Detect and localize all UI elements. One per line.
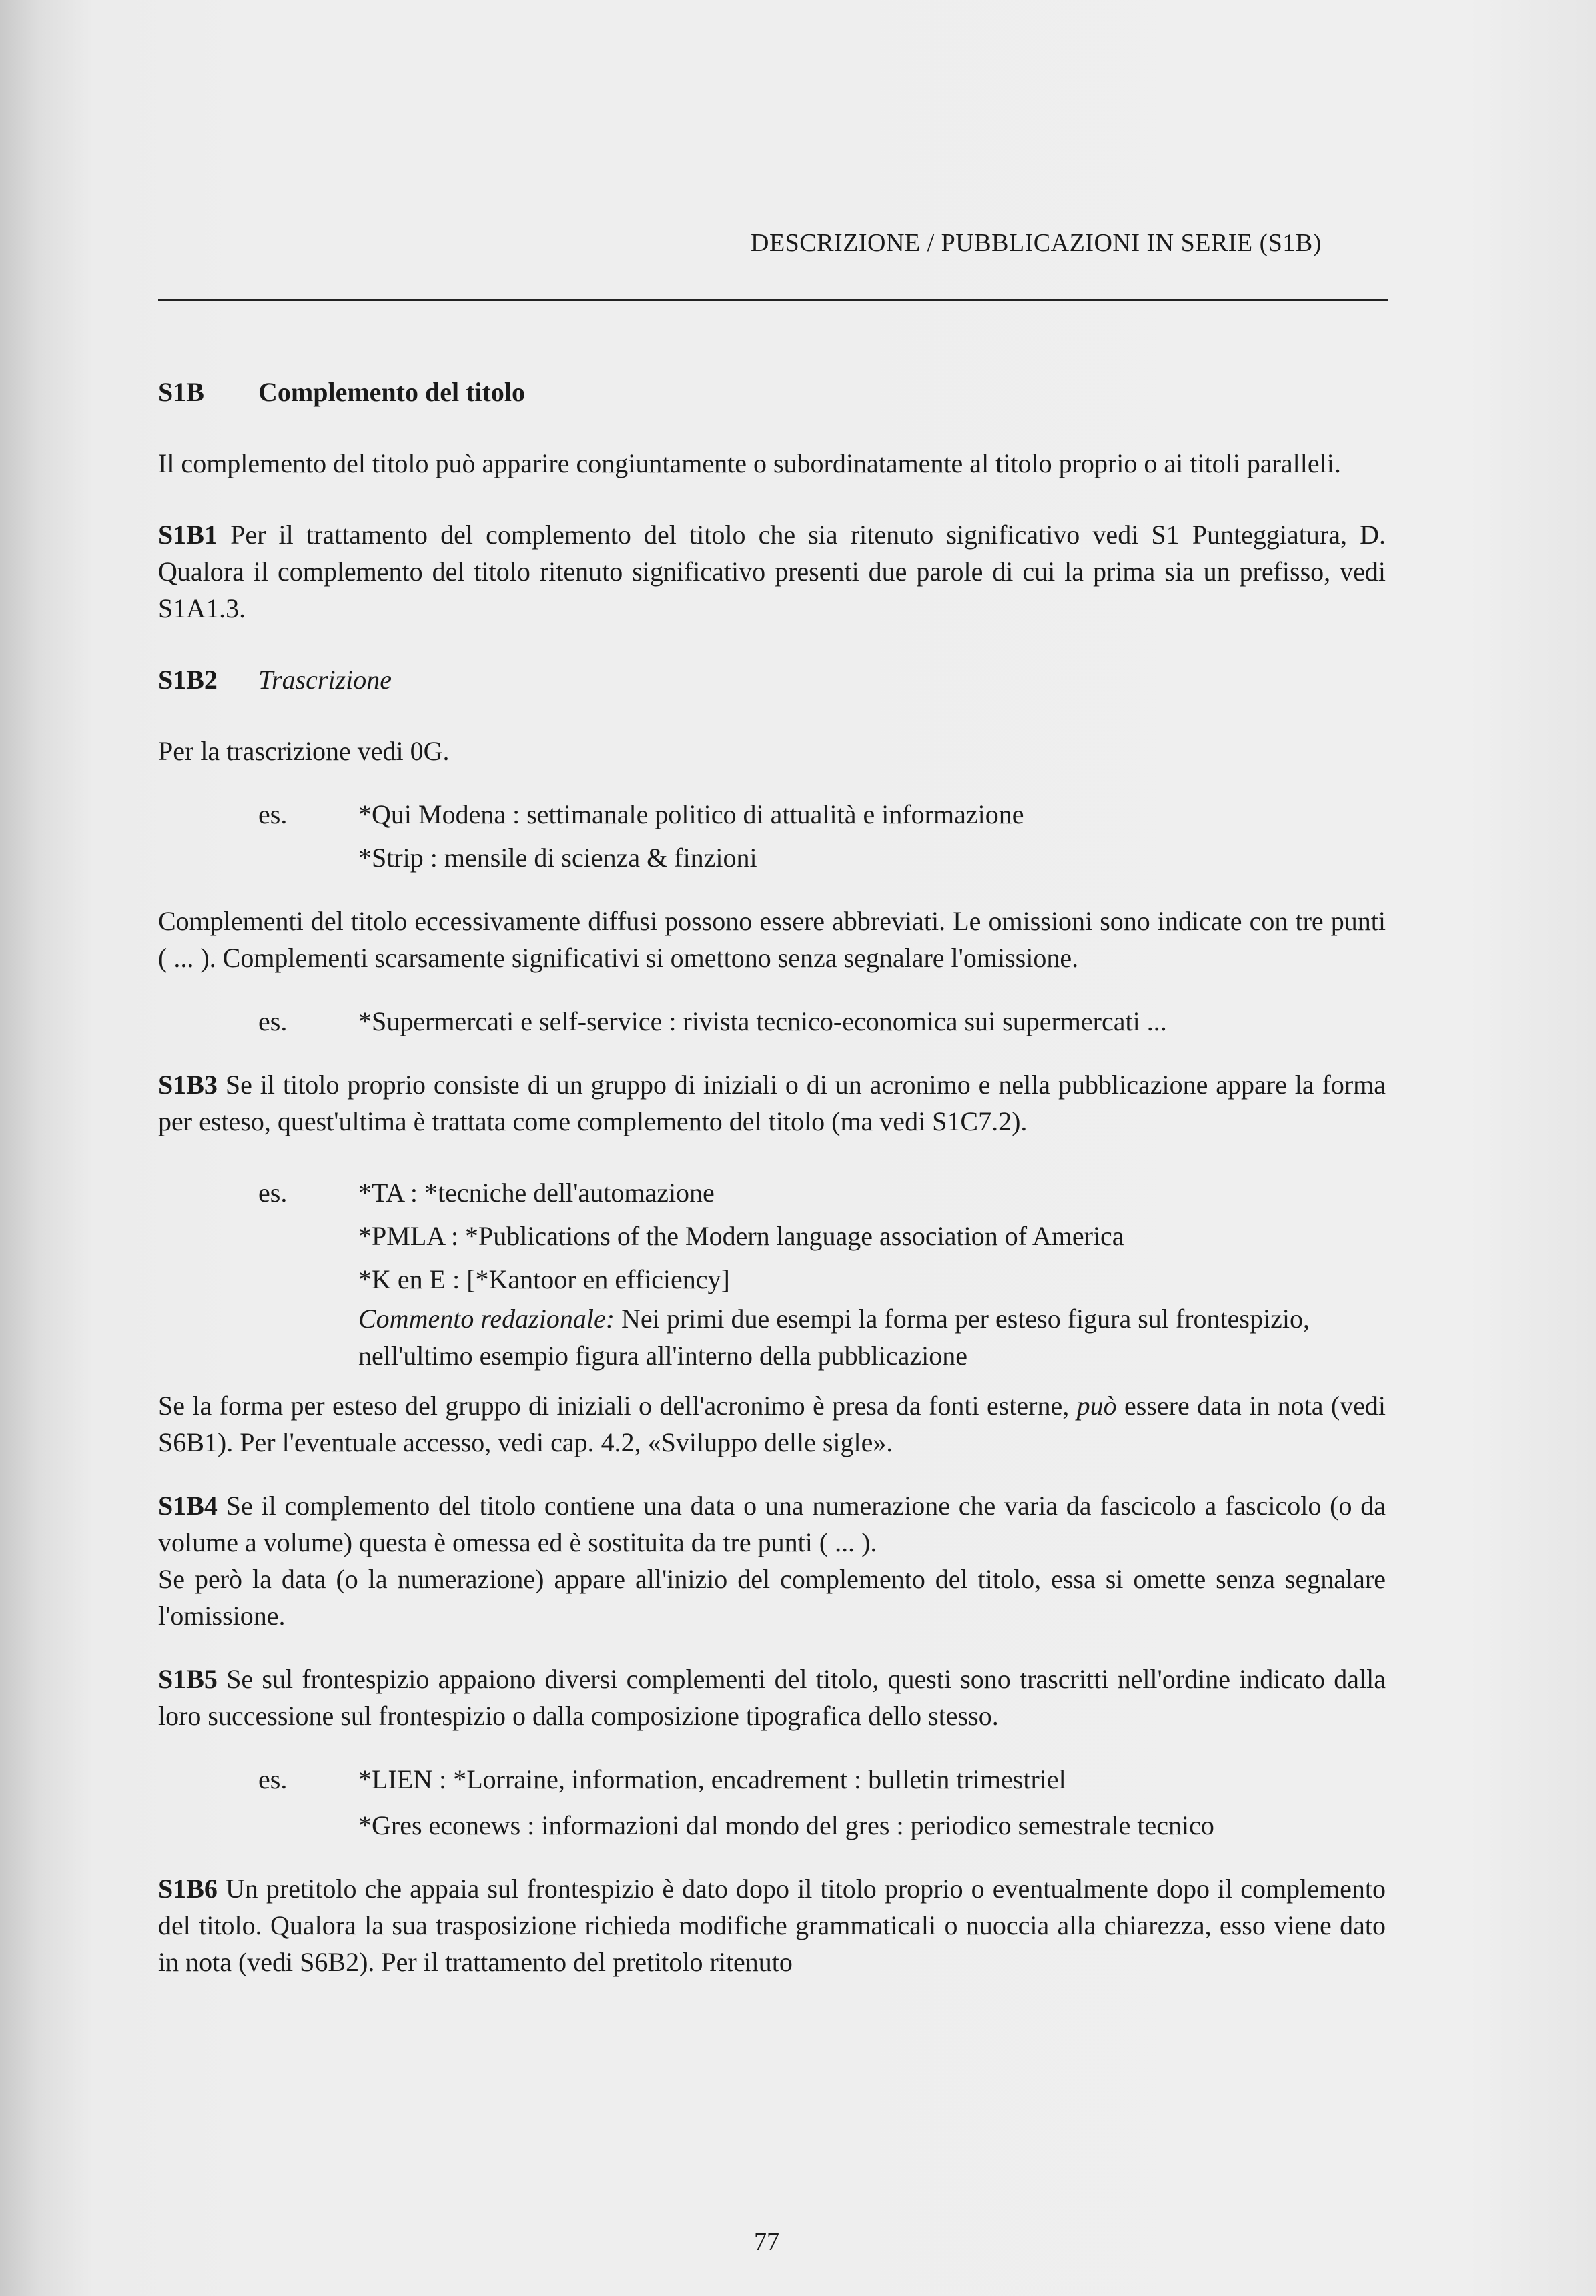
paragraph-text: Un pretitolo che appaia sul frontespizio è dato dopo il titolo proprio o eventualmente dopo il complemento del titolo. Qualora la sua trasposizione richieda modifiche grammaticali o nuoccia alla chiarezza, esso viene dato in nota (vedi S6B2). Per il trattamento del pretitolo ritenuto xyxy=(158,1874,1386,1977)
paragraph-s1b2: Per la trascrizione vedi 0G. xyxy=(158,736,450,766)
paragraph-s1b3-external xyxy=(158,1387,1386,1461)
page-body xyxy=(158,374,1386,1980)
paragraph-text: Se la forma per esteso del gruppo di iniziali o dell'acronimo è presa da fonti esterne, xyxy=(158,1391,1070,1421)
example-label: es. xyxy=(258,1764,288,1794)
paragraph-s1b4-cont: Se però la data (o la numerazione) appare all'inizio del complemento del titolo, essa si omette senza segnalare l'omissione. xyxy=(158,1564,1386,1631)
example-line: *Strip : mensile di scienza & finzioni xyxy=(358,843,757,873)
paragraph-s1b2-abbrev: Complementi del titolo eccessivamente diffusi possono essere abbreviati. Le omissioni sono indicate con tre punti ( ... ). Complementi scarsamente significativi si omettono senza segnalare l'omissione. xyxy=(158,906,1386,973)
paragraph-s1b4 xyxy=(158,1487,1386,1561)
paragraph-text: Se il complemento del titolo contiene una data o una numerazione che varia da fascicolo a fascicolo (o da volume a volume) questa è omessa ed è sostituita da tre punti ( ... ). xyxy=(158,1491,1386,1557)
example-line: *LIEN : *Lorraine, information, encadrement : bulletin trimestriel xyxy=(358,1764,1066,1794)
example-label: es. xyxy=(258,799,288,829)
example-block xyxy=(158,796,1386,876)
page-number: 77 xyxy=(754,2228,779,2256)
running-header: DESCRIZIONE / PUBBLICAZIONI IN SERIE (S1B) xyxy=(751,229,1322,257)
example-line: *PMLA : *Publications of the Modern language association of America xyxy=(358,1221,1124,1251)
section-code: S1B2 xyxy=(158,665,218,695)
example-label: es. xyxy=(258,1178,288,1208)
paragraph-s1b: Il complemento del titolo può apparire congiuntamente o subordinatamente al titolo proprio o ai titoli paralleli. xyxy=(158,448,1341,478)
paragraph-text: Se sul frontespizio appaiono diversi complementi del titolo, questi sono trascritti nell'ordine indicato dalla loro successione sul frontespizio o dalla composizione tipografica dello stesso. xyxy=(158,1664,1386,1731)
section-title: Complemento del titolo xyxy=(258,377,525,407)
example-line: *TA : *tecniche dell'automazione xyxy=(358,1178,715,1208)
section-code: S1B6 xyxy=(158,1874,218,1904)
paragraph-s1b3 xyxy=(158,1066,1386,1140)
section-code: S1B1 xyxy=(158,520,218,550)
section-code: S1B4 xyxy=(158,1491,218,1521)
section-code: S1B xyxy=(158,377,204,407)
italic-word: può xyxy=(1076,1391,1117,1421)
example-block xyxy=(158,1003,1386,1040)
example-line: *Gres econews : informazioni dal mondo del gres : periodico semestrale tecnico xyxy=(358,1810,1214,1840)
paragraph-s1b5 xyxy=(158,1661,1386,1734)
comment-label: Commento redazionale: xyxy=(358,1304,615,1334)
paragraph-text: essere data in nota (vedi S6B1). Per l'eventuale accesso, vedi cap. 4.2, «Sviluppo delle sigle». xyxy=(158,1391,1386,1457)
example-line: *Supermercati e self-service : rivista tecnico-economica sui supermercati ... xyxy=(358,1006,1167,1036)
example-line: *Qui Modena : settimanale politico di attualità e informazione xyxy=(358,799,1024,829)
paragraph-s1b6 xyxy=(158,1870,1386,1980)
paragraph-s1b1 xyxy=(158,516,1386,627)
comment-text: Nei primi due esempi la forma per esteso figura sul frontespizio, nell'ultimo esempio figura all'interno della pubblicazione xyxy=(358,1304,1310,1371)
paragraph-text: Se il titolo proprio consiste di un gruppo di iniziali o di un acronimo e nella pubblicazione appare la forma per esteso, quest'ultima è trattata come complemento del titolo (ma vedi S1C7.2). xyxy=(158,1070,1386,1136)
paragraph-text: Per il trattamento del complemento del titolo che sia ritenuto significativo vedi S1 Punteggiatura, D. Qualora il complemento del titolo ritenuto significativo presenti due parole di cui la prima sia un prefisso, vedi S1A1.3. xyxy=(158,520,1386,623)
example-block xyxy=(158,1761,1386,1844)
example-block xyxy=(158,1174,1386,1374)
section-title: Trascrizione xyxy=(258,665,392,695)
section-heading-s1b2 xyxy=(158,661,1386,698)
editorial-comment xyxy=(358,1300,1386,1374)
section-heading-s1b xyxy=(158,374,1386,410)
header-rule xyxy=(158,299,1388,301)
example-line: *K en E : [*Kantoor en efficiency] xyxy=(358,1264,730,1294)
section-code: S1B3 xyxy=(158,1070,218,1100)
section-code: S1B5 xyxy=(158,1664,218,1694)
example-label: es. xyxy=(258,1006,288,1036)
